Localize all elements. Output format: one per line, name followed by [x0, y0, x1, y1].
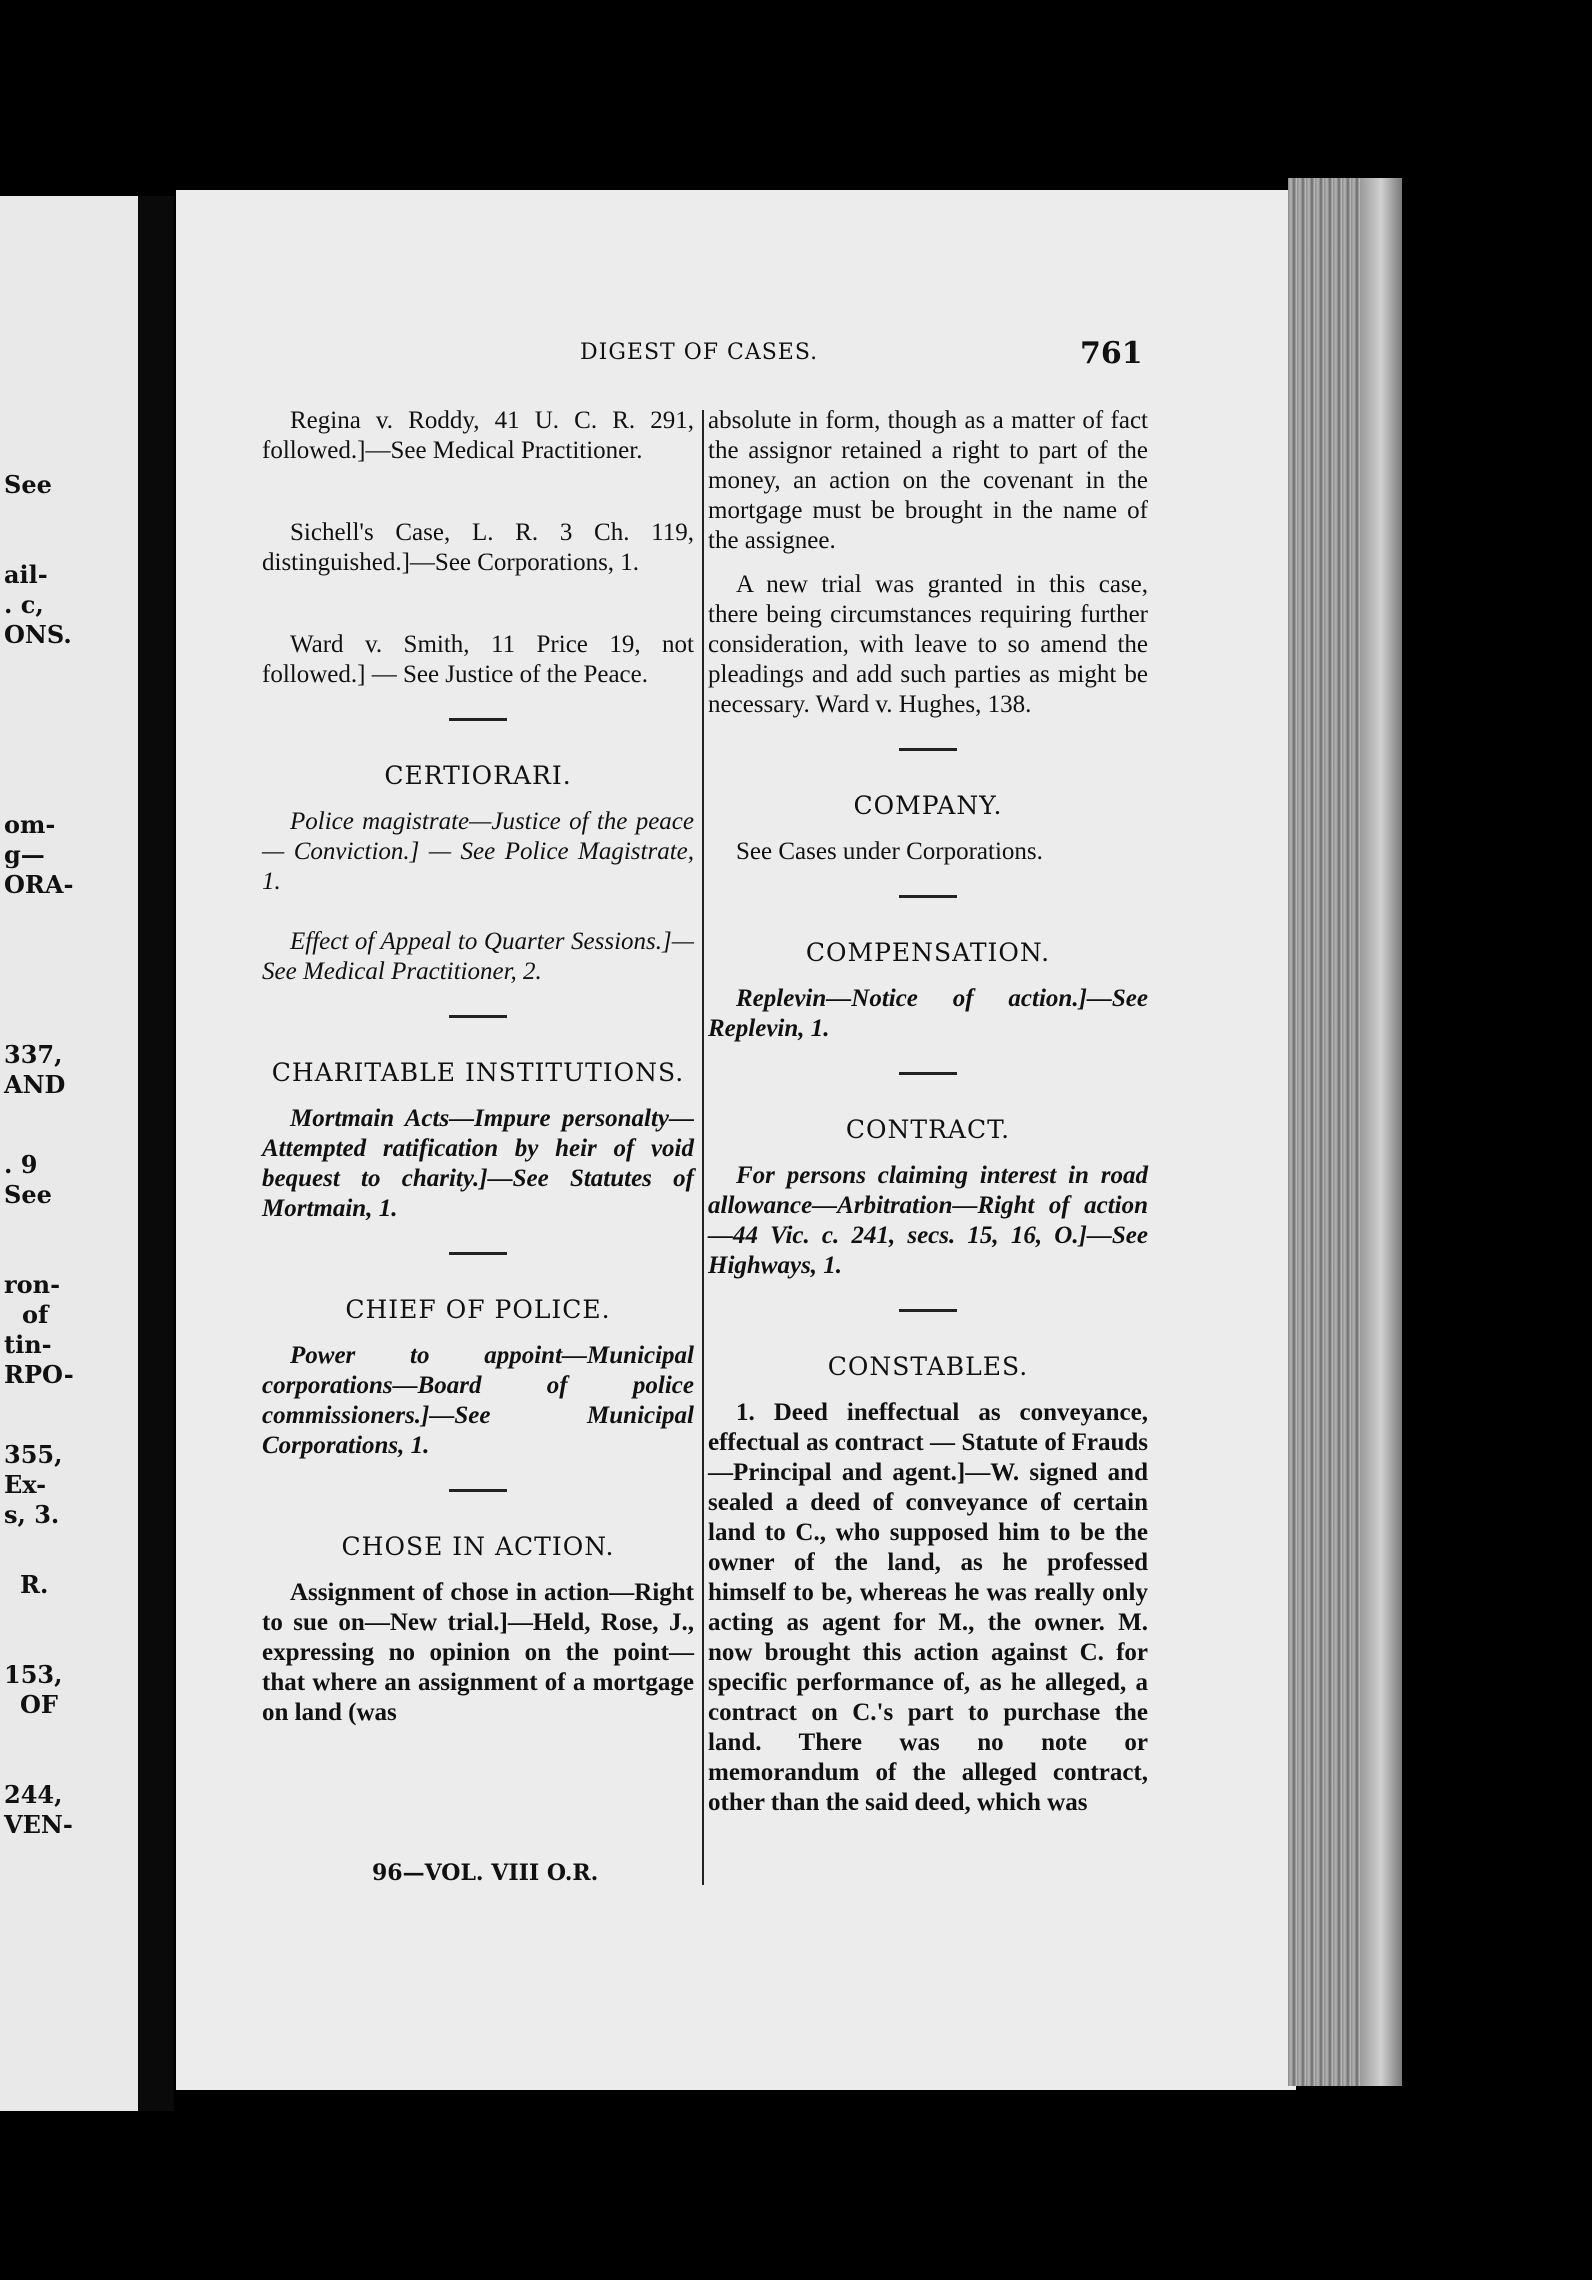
- left-page-fragment: 244,: [4, 1780, 63, 1809]
- left-page-fragment: AND: [4, 1070, 66, 1099]
- digest-paragraph: Power to appoint—Municipal corporations—Board of police commissioners.]—See Municipal Corporations, 1.: [262, 1342, 694, 1459]
- cross-reference-entry: Regina v. Roddy, 41 U. C. R. 291, followed.]—See Medical Practitioner.: [262, 407, 694, 464]
- section-heading: COMPANY.: [853, 791, 1003, 820]
- page-stack-edge-outer: [1360, 178, 1402, 2086]
- left-page-fragment: s, 3.: [4, 1500, 60, 1529]
- left-page-fragment: tin-: [4, 1330, 52, 1359]
- left-page-fragment: . 9: [4, 1150, 38, 1179]
- running-header: DIGEST OF CASES.: [580, 340, 819, 365]
- left-column: [262, 406, 694, 1742]
- left-page-fragment: OF: [20, 1690, 58, 1719]
- section-heading: COMPENSATION.: [805, 938, 1051, 967]
- left-page-fragment: RPO-: [4, 1360, 74, 1389]
- section-separator: [899, 748, 957, 751]
- section-separator: [899, 1072, 957, 1075]
- left-page-fragment: 153,: [4, 1660, 63, 1689]
- digest-paragraph: See Cases under Corporations.: [736, 838, 1043, 865]
- digest-paragraph: Mortmain Acts—Impure personalty—Attempted ratification by heir of void bequest to charity.]—See Statutes of Mortmain, 1.: [262, 1105, 694, 1222]
- left-page-fragment: VEN-: [4, 1810, 73, 1839]
- section-separator: [449, 1015, 507, 1018]
- digest-paragraph: A new trial was granted in this case, there being circumstances requiring further consideration, with leave to so amend the pleadings and add such parties as might be necessary. Ward v. Hughes, 138.: [708, 571, 1148, 718]
- section-separator: [449, 1252, 507, 1255]
- digest-paragraph: Effect of Appeal to Quarter Sessions.]—See Medical Practitioner, 2.: [262, 928, 694, 985]
- left-page-fragment: See: [4, 470, 52, 499]
- digest-paragraph: 1. Deed ineffectual as conveyance, effectual as contract — Statute of Frauds—Principal and agent.]—W. signed and sealed a deed of conveyance of certain land to C., who supposed him to be the owner of the land, as he professed himself to be, whereas he was really only acting as agent for M., the owner. M. now brought this action against C. for specific performance of, as he alleged, a contract on C.'s part to purchase the land. There was no note or memorandum of the alleged contract, other than the said deed, which was: [708, 1399, 1148, 1816]
- section-heading: CONTRACT.: [845, 1115, 1011, 1144]
- digest-paragraph: Replevin—Notice of action.]—See Replevin, 1.: [708, 985, 1148, 1042]
- left-page-fragment: ron-: [4, 1270, 61, 1299]
- section-separator: [449, 718, 507, 721]
- left-page-fragment: Ex-: [4, 1470, 47, 1499]
- section-heading: CHIEF OF POLICE.: [345, 1295, 611, 1324]
- section-separator: [899, 895, 957, 898]
- digest-paragraph: Police magistrate—Justice of the peace — Conviction.] — See Police Magistrate, 1.: [262, 808, 694, 895]
- left-page-fragment: ORA-: [4, 870, 74, 899]
- left-page-fragment: g—: [4, 840, 45, 869]
- digest-paragraph: absolute in form, though as a matter of fact the assignor retained a right to part of the money, an action on the covenant in the mortgage must be brought in the name of the assignee.: [708, 407, 1148, 554]
- cross-reference-entry: Sichell's Case, L. R. 3 Ch. 119, distinguished.]—See Corporations, 1.: [262, 519, 694, 576]
- left-page-fragment: 337,: [4, 1040, 63, 1069]
- cross-reference-entry: Ward v. Smith, 11 Price 19, not followed.] — See Justice of the Peace.: [262, 631, 694, 688]
- section-heading: CHOSE IN ACTION.: [341, 1532, 615, 1561]
- signature-mark: 96—VOL. VIII O.R.: [372, 1860, 599, 1886]
- right-column: [708, 406, 1148, 1832]
- left-page-fragment: of: [22, 1300, 49, 1329]
- section-heading: CHARITABLE INSTITUTIONS.: [271, 1058, 685, 1087]
- left-page-fragment: ail-: [4, 560, 48, 589]
- left-page-fragment: ONS.: [4, 620, 72, 649]
- digest-paragraph: For persons claiming interest in road allowance—Arbitration—Right of action—44 Vic. c. 241, secs. 15, 16, O.]—See Highways, 1.: [708, 1162, 1148, 1279]
- left-page-fragment: 355,: [4, 1440, 63, 1469]
- book-gutter: [138, 196, 174, 2111]
- column-divider: [702, 410, 704, 1885]
- section-heading: CERTIORARI.: [384, 761, 572, 790]
- left-page-fragment: R.: [20, 1570, 49, 1599]
- section-separator: [449, 1489, 507, 1492]
- digest-paragraph: Assignment of chose in action—Right to sue on—New trial.]—Held, Rose, J., expressing no opinion on the point—that where an assignment of a mortgage on land (was: [262, 1579, 694, 1726]
- left-page-fragment: om-: [4, 810, 56, 839]
- section-separator: [899, 1309, 957, 1312]
- left-page-fragment: See: [4, 1180, 52, 1209]
- page-number: 761: [1080, 336, 1143, 371]
- left-page-fragment: . c,: [4, 590, 44, 619]
- section-heading: CONSTABLES.: [827, 1352, 1029, 1381]
